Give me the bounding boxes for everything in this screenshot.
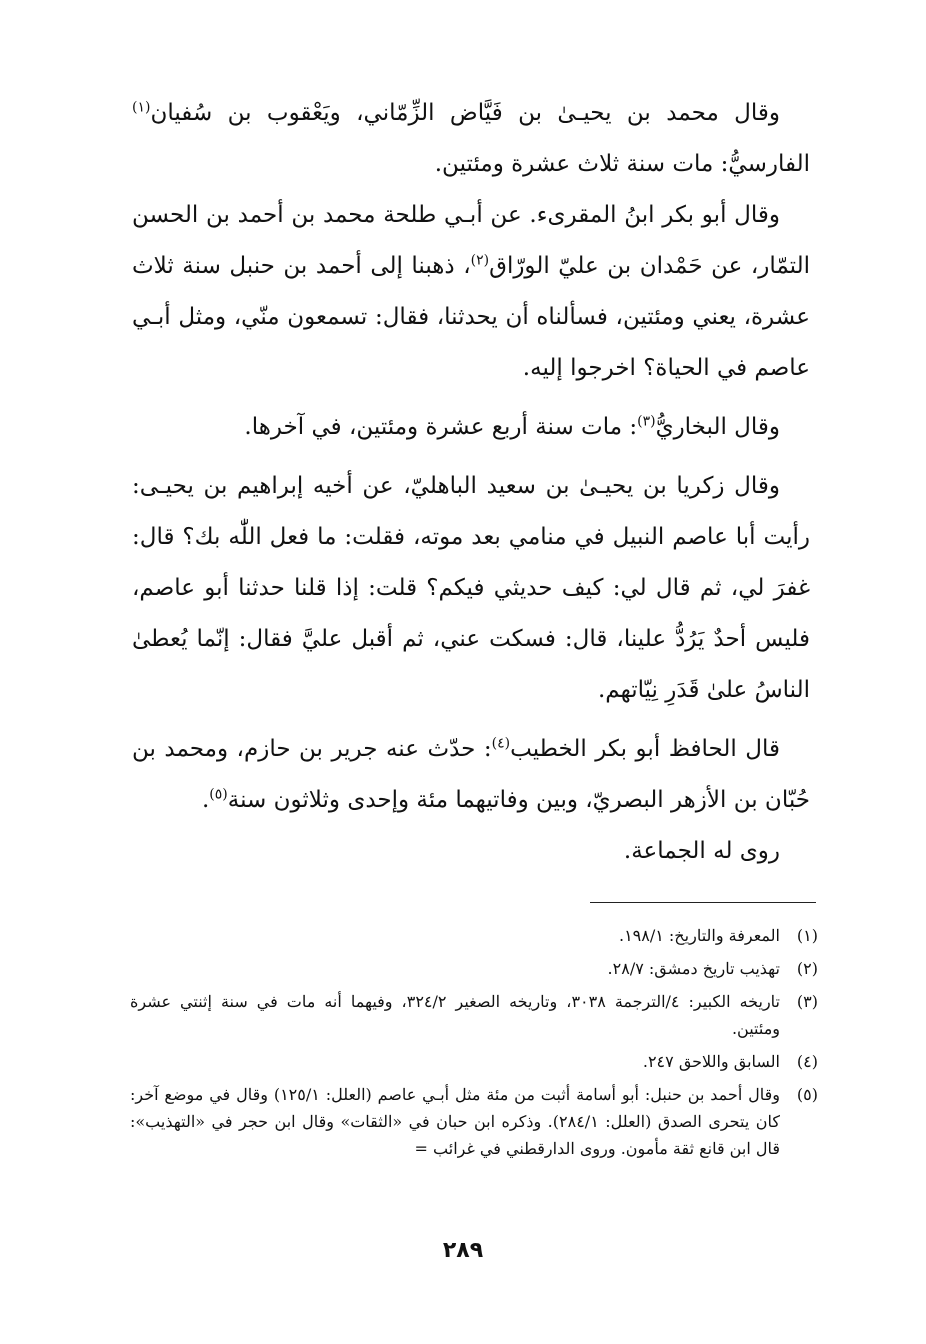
footnote-number: (٥) [796,1085,818,1104]
paragraph-4-text: وقال زكريا بن يحيـىٰ بن سعيد الباهليّ، عن أخيه إبراهيم بن يحيـى: رأيت أبا عاصم النبيل في منامي بعد موته، فقلت: ما فعل اللّٰه بك؟ قال: غفرَ لي، ثم قال لي: كيف حديثي فيكم؟ قلت: إذا قلنا حدثنا أبو عاصم، فليس أحدٌ يَرُدُّ علينا، قال: فسكت عني، ثم أقبل عليَّ فقال: إنّما يُعطىٰ الناسُ علىٰ قَدَرِ نِيّاتهم. [132,473,810,703]
footnote-ref-2: (٢) [470,252,490,269]
footnote-number: (٢) [796,959,818,978]
paragraph-5-tail: : حدّث عنه جرير بن حازم، ومحمد بن حُبّان بن الأزهر البصريّ، وبين وفاتيهما مئة وإحدى وثلاثون سنة [132,736,810,813]
footnote-divider [590,902,816,903]
paragraph-5-text: قال الحافظ أبو بكر الخطيب [510,736,780,762]
footnote-text: تهذيب تاريخ دمشق: ٢٨/٧. [607,959,780,978]
paragraph-1-text: وقال محمد بن يحيـىٰ بن فَيَّاض الزِّمّاني، ويَعْقوب بن سُفيان [150,100,780,126]
footnote-ref-1: (١) [132,99,151,116]
footnote-1 [130,922,818,949]
paragraph-4 [132,461,810,716]
paragraph-3-tail: : مات سنة أربع عشرة ومئتين، في آخرها. [244,414,638,440]
page-number: ٢٨٩ [442,1238,484,1263]
footnote-ref-5: (٥) [209,786,228,803]
footnote-number: (١) [796,926,818,945]
footnote-number: (٤) [796,1052,818,1071]
footnote-text: السابق واللاحق ٢٤٧. [642,1052,780,1071]
footnote-ref-3: (٣) [637,413,656,430]
paragraph-3 [132,402,810,453]
paragraph-2 [132,190,810,394]
footnote-2 [130,955,818,982]
paragraph-5-end: . [201,787,210,813]
footnote-text: وقال أحمد بن حنبل: أبو أسامة أثبت من مئة مثل أبـي عاصم (العلل: ١٢٥/١) وقال في موضع آخر: كان يتحرى الصدق (العلل: ٢٨٤/١). وذكره ابن حبان في «الثقات» وقال ابن حجر في «التهذيب»: قال ابن قانع ثقة مأمون. وروى الدارقطني في غرائب = [130,1085,781,1158]
paragraph-2-text: وقال أبو بكر ابنُ المقرىء. عن أبـي طلحة محمد بن أحمد بن الحسن التمّار، عن حَمْدان بن عليّ الورّاق [132,202,811,279]
footnote-5 [130,1081,818,1162]
main-text [132,88,810,877]
footnote-text: تاريخه الكبير: ٤/الترجمة ٣٠٣٨، وتاريخه الصغير ٣٢٤/٢، وفيهما أنه مات في سنة إثنتي عشرة ومئتين. [130,992,781,1038]
paragraph-6-text: روى له الجماعة. [623,838,780,864]
footnote-3 [130,988,818,1042]
paragraph-2-tail: ، ذهبنا إلى أحمد بن حنبل سنة ثلاث عشرة، يعني ومئتين، فسألناه أن يحدثنا، فقال: تسمعون منّي، ومثل أبـي عاصم في الحياة؟ اخرجوا إليه. [132,253,810,381]
paragraph-1 [132,88,810,190]
footnotes [130,922,818,1168]
footnote-ref-4: (٤) [491,735,511,752]
footnote-text: المعرفة والتاريخ: ١٩٨/١. [618,926,780,945]
paragraph-5 [132,724,810,826]
paragraph-3-text: وقال البخاريُّ [655,414,780,440]
footnote-4 [130,1048,818,1075]
footnote-number: (٣) [796,992,818,1011]
paragraph-6 [132,826,810,877]
paragraph-1-tail: الفارسيُّ: مات سنة ثلاث عشرة ومئتين. [434,151,810,177]
